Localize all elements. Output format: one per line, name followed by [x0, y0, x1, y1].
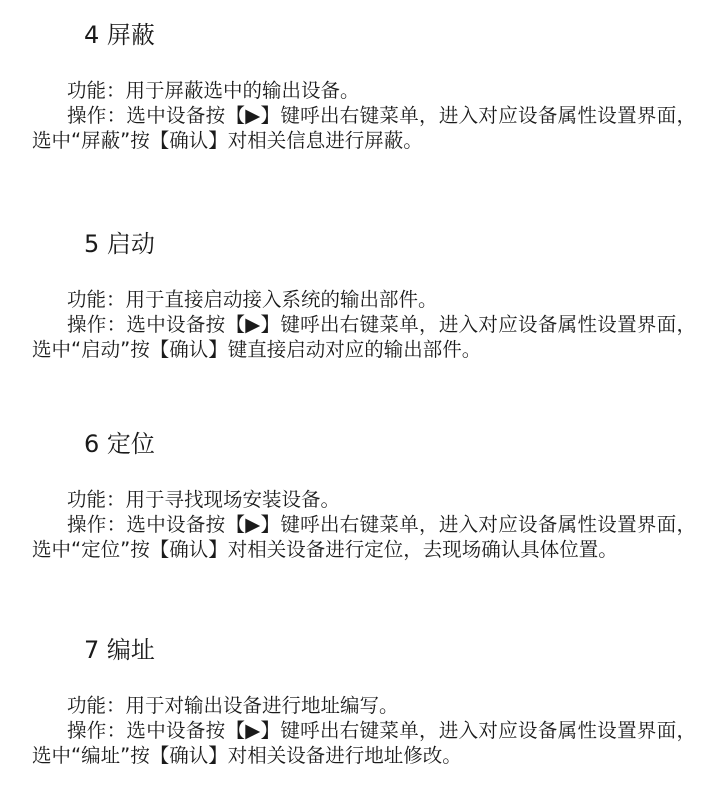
function-description: 功能：用于对输出设备进行地址编写。 — [67, 694, 399, 717]
section-heading: 6 定位 — [84, 430, 155, 458]
operation-description: 操作：选中设备按【▶】键呼出右键菜单，进入对应设备属性设置界面，选中“定位”按【确认】对相关设备进行定位，去现场确认具体位置。 — [32, 513, 696, 561]
function-description: 功能：用于直接启动接入系统的输出部件。 — [67, 288, 438, 311]
section-heading: 7 编址 — [84, 636, 155, 664]
operation-description: 操作：选中设备按【▶】键呼出右键菜单，进入对应设备属性设置界面，选中“编址”按【确认】对相关设备进行地址修改。 — [32, 719, 696, 767]
function-description: 功能：用于屏蔽选中的输出设备。 — [67, 79, 360, 102]
function-description: 功能：用于寻找现场安装设备。 — [67, 488, 341, 511]
operation-description: 操作：选中设备按【▶】键呼出右键菜单，进入对应设备属性设置界面，选中“启动”按【确认】键直接启动对应的输出部件。 — [32, 313, 696, 361]
section-heading: 4 屏蔽 — [84, 21, 155, 49]
operation-description: 操作：选中设备按【▶】键呼出右键菜单，进入对应设备属性设置界面，选中“屏蔽”按【确认】对相关信息进行屏蔽。 — [32, 104, 696, 152]
section-heading: 5 启动 — [84, 230, 155, 258]
